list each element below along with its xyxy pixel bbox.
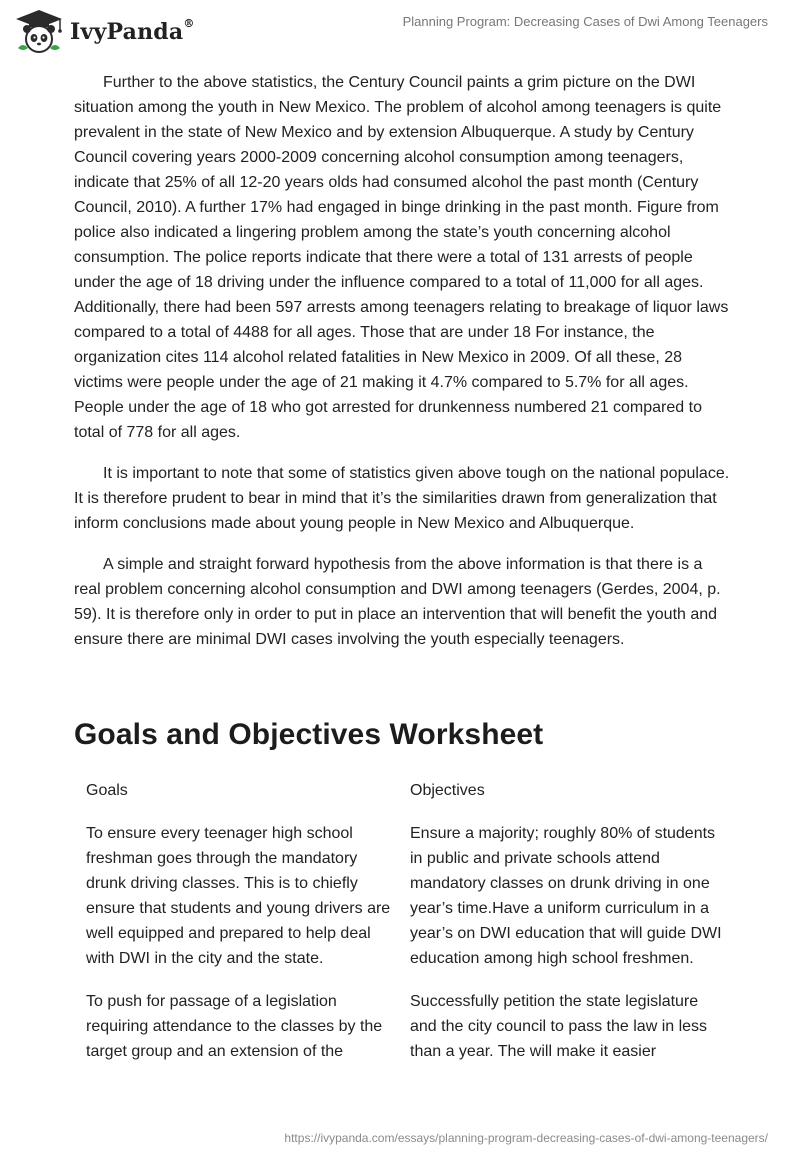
table-header-row (86, 778, 726, 803)
document-title: Planning Program: Decreasing Cases of Dwi Among Teenagers (402, 14, 768, 29)
paragraph-statistics: Further to the above statistics, the Century Council paints a grim picture on the DWI situation among the youth in New Mexico. The problem of alcohol among teenagers is quite prevalent in the state of New Mexico and by extension Albuquerque. A study by Century Council covering years 2000-2009 concerning alcohol consumption among teenagers, indicate that 25% of all 12-20 years olds had consumed alcohol the past month (Century Council, 2010). A further 17% had engaged in binge drinking in the past month. Figure from police also indicated a lingering problem among the state’s youth concerning alcohol consumption. The police reports indicate that there were a total of 131 arrests of people under the age of 18 driving under the influence compared to a total of 11,000 for all ages. Additionally, there had been 597 arrests among teenagers relating to breakage of liquor laws compared to a total of 4488 for all ages. Those that are under 18 For instance, the organization cites 114 alcohol related fatalities in New Mexico in 2009. Of all these, 28 victims were people under the age of 21 making it 4.7% compared to 5.7% for all ages. People under the age of 18 who got arrested for drunkenness numbered 21 compared to total of 778 for all ages. (74, 74, 729, 441)
panda-graduate-icon (14, 8, 64, 56)
goal-cell: To ensure every teenager high school freshman goes through the mandatory drunk driving classes. This is to chiefly ensure that students and young drivers are well equipped and prepared to help deal with DWI in the city and the state. (86, 825, 391, 967)
ivypanda-logo[interactable] (14, 8, 204, 56)
article-body (74, 70, 730, 668)
goals-column-header: Goals (86, 782, 128, 799)
table-row (86, 989, 726, 1064)
source-url-link[interactable]: https://ivypanda.com/essays/planning-program-decreasing-cases-of-dwi-among-teenagers/ (284, 1131, 768, 1145)
goals-objectives-table (86, 778, 726, 1064)
objective-cell: Successfully petition the state legislature and the city council to pass the law in less than a year. The will make it easier (410, 993, 708, 1060)
page-header (0, 0, 800, 64)
objectives-column-header: Objectives (410, 782, 485, 799)
paragraph-national-note: It is important to note that some of statistics given above tough on the national populace. It is therefore prudent to bear in mind that it’s the similarities drawn from generalization that inform conclusions made about young people in New Mexico and Albuquerque. (74, 465, 730, 532)
paragraph-hypothesis: A simple and straight forward hypothesis from the above information is that there is a real problem concerning alcohol consumption and DWI among teenagers (Gerdes, 2004, p. 59). It is therefore only in order to put in place an intervention that will benefit the youth and ensure there are minimal DWI cases involving the youth especially teenagers. (74, 556, 721, 648)
section-heading-worksheet: Goals and Objectives Worksheet (74, 718, 544, 751)
goal-cell: To push for passage of a legislation requiring attendance to the classes by the target group and an extension of the (86, 993, 383, 1060)
objective-cell: Ensure a majority; roughly 80% of students in public and private schools attend mandatory classes on drunk driving in one year’s time.Have a uniform curriculum in a year’s on DWI education that will guide DWI education among high school freshmen. (410, 825, 722, 967)
table-row (86, 821, 726, 971)
brand-name: IvyPanda® (70, 17, 195, 45)
